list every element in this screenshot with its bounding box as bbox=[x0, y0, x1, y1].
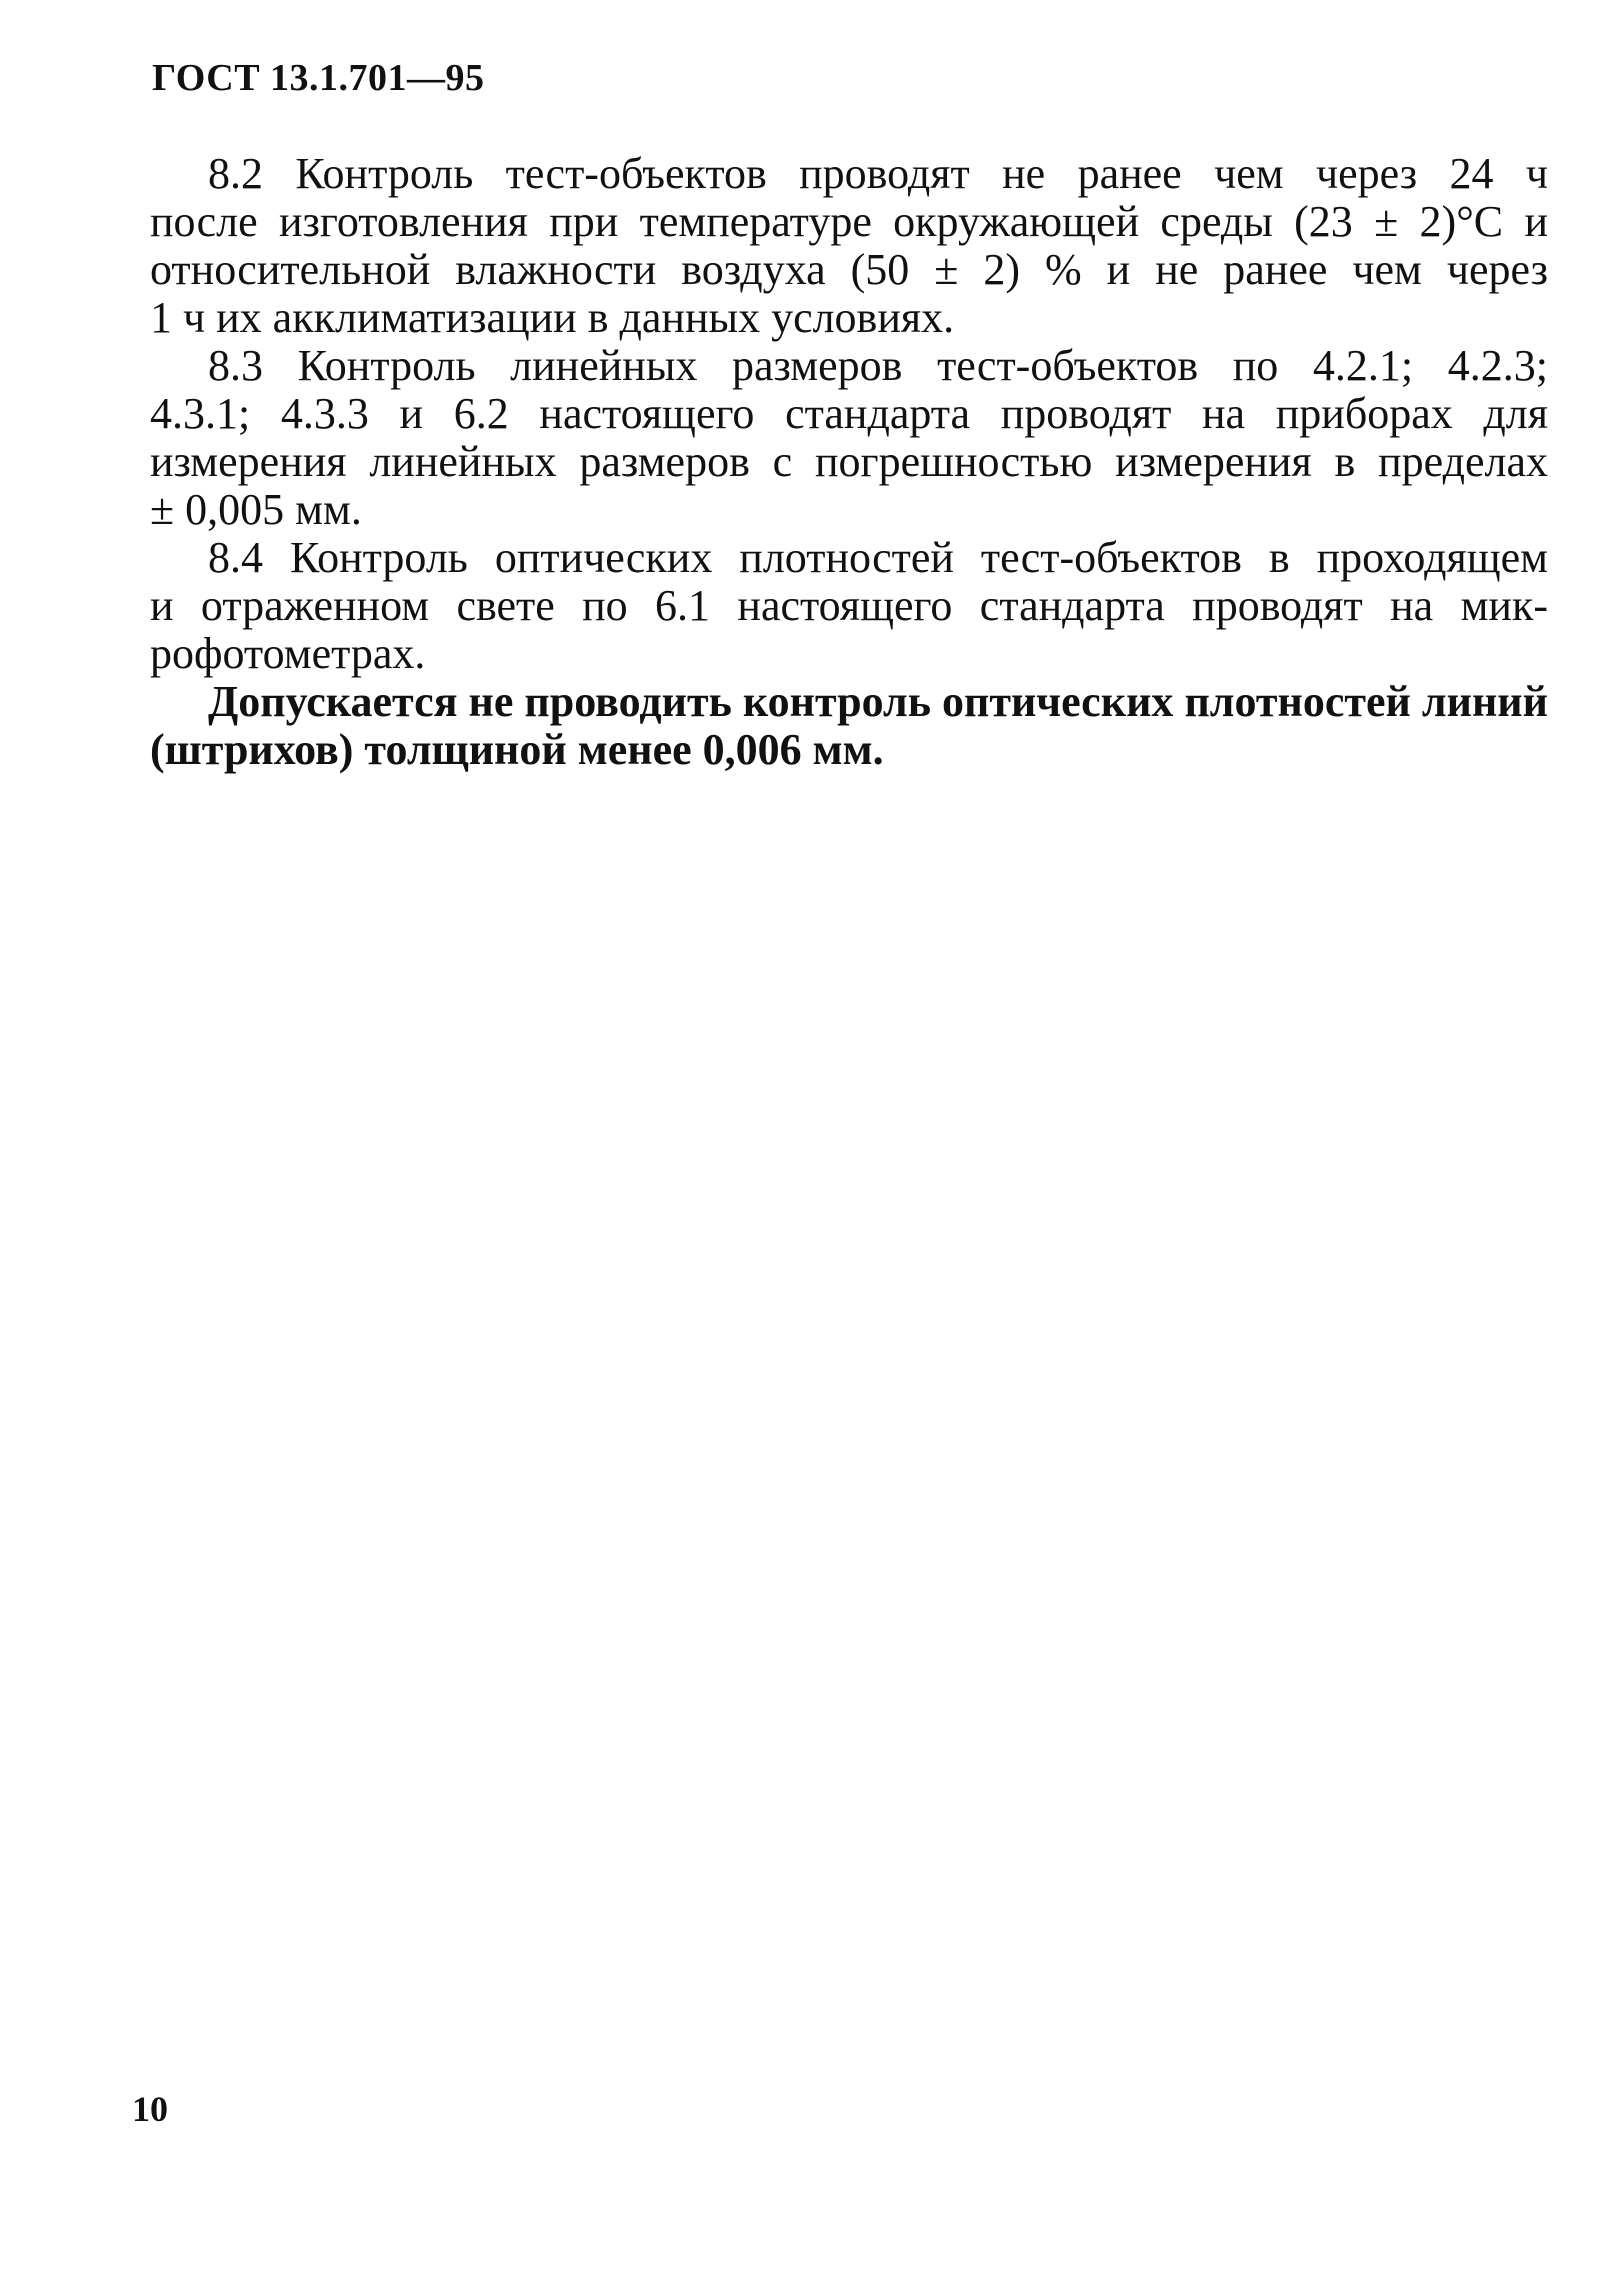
paragraph-line: 8.4 Контроль оптических плотностей тест-объектов в проходящем bbox=[208, 533, 1548, 582]
paragraph-line: рофотометрах. bbox=[150, 629, 426, 678]
paragraph-line: после изготовления при температуре окружающей среды (23 ± 2)°С и bbox=[150, 197, 1548, 246]
paragraph-8-2 bbox=[150, 150, 1548, 342]
page-number: 10 bbox=[132, 2089, 168, 2129]
document-body bbox=[150, 150, 1548, 774]
paragraph-line: (штрихов) толщиной менее 0,006 мм. bbox=[150, 725, 884, 774]
document-header: ГОСТ 13.1.701—95 bbox=[152, 57, 485, 99]
paragraph-line: и отраженном свете по 6.1 настоящего стандарта проводят на мик- bbox=[150, 581, 1548, 630]
paragraph-line: 4.3.1; 4.3.3 и 6.2 настоящего стандарта проводят на приборах для bbox=[150, 389, 1548, 438]
paragraph-line: 8.2 Контроль тест-объектов проводят не ранее чем через 24 ч bbox=[208, 149, 1548, 198]
paragraph-line: Допускается не проводить контроль оптических плотностей линий bbox=[208, 677, 1548, 726]
paragraph-note bbox=[150, 678, 1548, 774]
paragraph-8-3 bbox=[150, 342, 1548, 534]
paragraph-line: 1 ч их акклиматизации в данных условиях. bbox=[150, 293, 955, 342]
paragraph-line: измерения линейных размеров с погрешностью измерения в пределах bbox=[150, 437, 1548, 486]
paragraph-line: ± 0,005 мм. bbox=[150, 485, 362, 534]
paragraph-line: относительной влажности воздуха (50 ± 2) % и не ранее чем через bbox=[150, 245, 1548, 294]
paragraph-line: 8.3 Контроль линейных размеров тест-объектов по 4.2.1; 4.2.3; bbox=[208, 341, 1548, 390]
paragraph-8-4 bbox=[150, 534, 1548, 678]
